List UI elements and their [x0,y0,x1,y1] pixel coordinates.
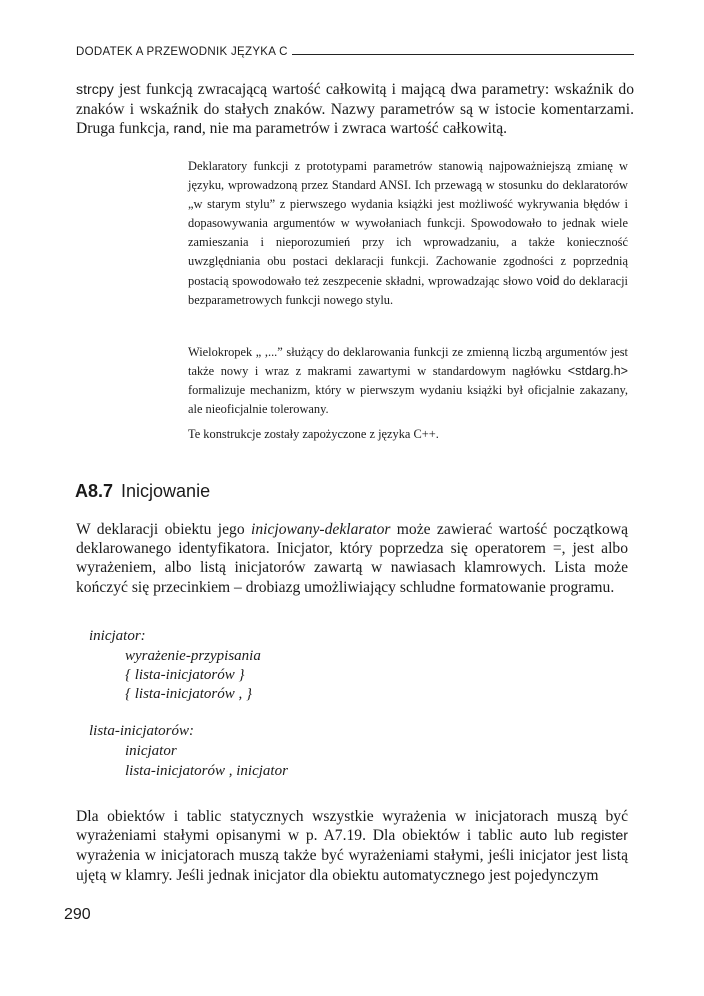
intro-text-1: jest funkcją zwracającą wartość całkowitą i mającą dwa parametry: wskaźnik do znaków i wskaźnik do stałych znaków. Nazwy parametrów są w istocie komentarzami. Druga funkcja, [76,81,634,138]
code-rand: rand [173,121,202,138]
intro-text-2: , nie ma parametrów i zwraca wartość całkowitą. [201,120,508,138]
code-register: register [580,828,628,845]
grammar-line-lista: lista-inicjatorów: [89,723,194,739]
body2-text-b: lub [547,827,581,845]
section-title: Inicjowanie [121,481,211,501]
code-stdarg: <stdarg.h> [567,364,628,379]
body1-text-a: W deklaracji obiektu jego [76,521,251,538]
intro-paragraph [76,80,634,140]
grammar-line: { lista-inicjatorów } [125,667,245,683]
page-number: 290 [64,906,91,923]
note-paragraph-3: Te konstrukcje zostały zapożyczone z języka C++. [188,427,439,441]
grammar-line-inicjator: inicjator: [89,628,146,644]
header-rule [292,54,634,55]
note-paragraph-2 [188,343,628,419]
code-void: void [536,273,560,288]
note-p1-text-b: do deklaracji bezparametrowych funkcji nowego stylu. [188,273,628,307]
section-heading [75,481,210,502]
note-paragraph-1 [188,157,628,310]
grammar-line: lista-inicjatorów , inicjator [125,763,288,779]
grammar-line: { lista-inicjatorów , } [125,686,253,702]
body2-text-a: Dla obiektów i tablic statycznych wszystkie wyrażenia w inicjatorach muszą być wyrażeniami stałymi opisanymi w p. A7.19. Dla obiektów i tablic [76,808,628,845]
grammar-line: inicjator [125,743,177,759]
running-title: DODATEK A PRZEWODNIK JĘZYKA C [76,46,288,58]
note-p2-text-b: formalizuje mechanizm, który w pierwszym wydaniu książki był oficjalnie zakazany, ale nieoficjalnie tolerowany. [188,383,628,417]
running-header [76,38,634,58]
section-number: A8.7 [75,481,114,501]
body-paragraph-2 [76,807,628,885]
code-auto: auto [519,828,548,845]
note-p1-text-a: Deklaratory funkcji z prototypami parametrów stanowią najpoważniejszą zmianę w języku, wprowadzoną przez Standard ANSI. Ich przewagą w stosunku do deklaratorów „w starym stylu” z pierwszego wydania książki jest możliwość wykrywania błędów i dopasowywania argumentów w wywołaniach funkcji. Spowodowało to jednak wiele zamieszania i nieporozumień przy ich wprowadzaniu, a także konieczność uwzględniania obu postaci deklaracji funkcji. Zachowanie zgodności z poprzednią postacią spowodowało też zeszpecenie składni, wprowadzając słowo [188,159,628,288]
body-paragraph-1 [76,520,628,597]
code-strcpy: strcpy [76,82,114,98]
note-p2-text-a: Wielokropek „ ,...” służący do deklarowania funkcji ze zmienną liczbą argumentów jest także nowy i wraz z makrami zawartymi w standardowym nagłówku [188,345,628,379]
term-inicjowany-deklarator: inicjowany-deklarator [250,521,391,538]
body2-text-c: wyrażenia w inicjatorach muszą także być wyrażeniami stałymi, jeśli inicjator jest listą ujętą w klamry. Jeśli jednak inicjator dla obiektu automatycznego jest pojedynczym [76,847,628,884]
grammar-line: wyrażenie-przypisania [125,648,261,664]
body1-text-b: może zawierać wartość początkową deklarowanego identyfikatora. Inicjator, który poprzedza się operatorem =, jest albo wyrażeniem, albo listą inicjatorów zawartą w nawiasach klamrowych. Lista może kończyć się przecinkiem – drobiazg umożliwiający schludne formatowanie programu. [76,521,629,596]
